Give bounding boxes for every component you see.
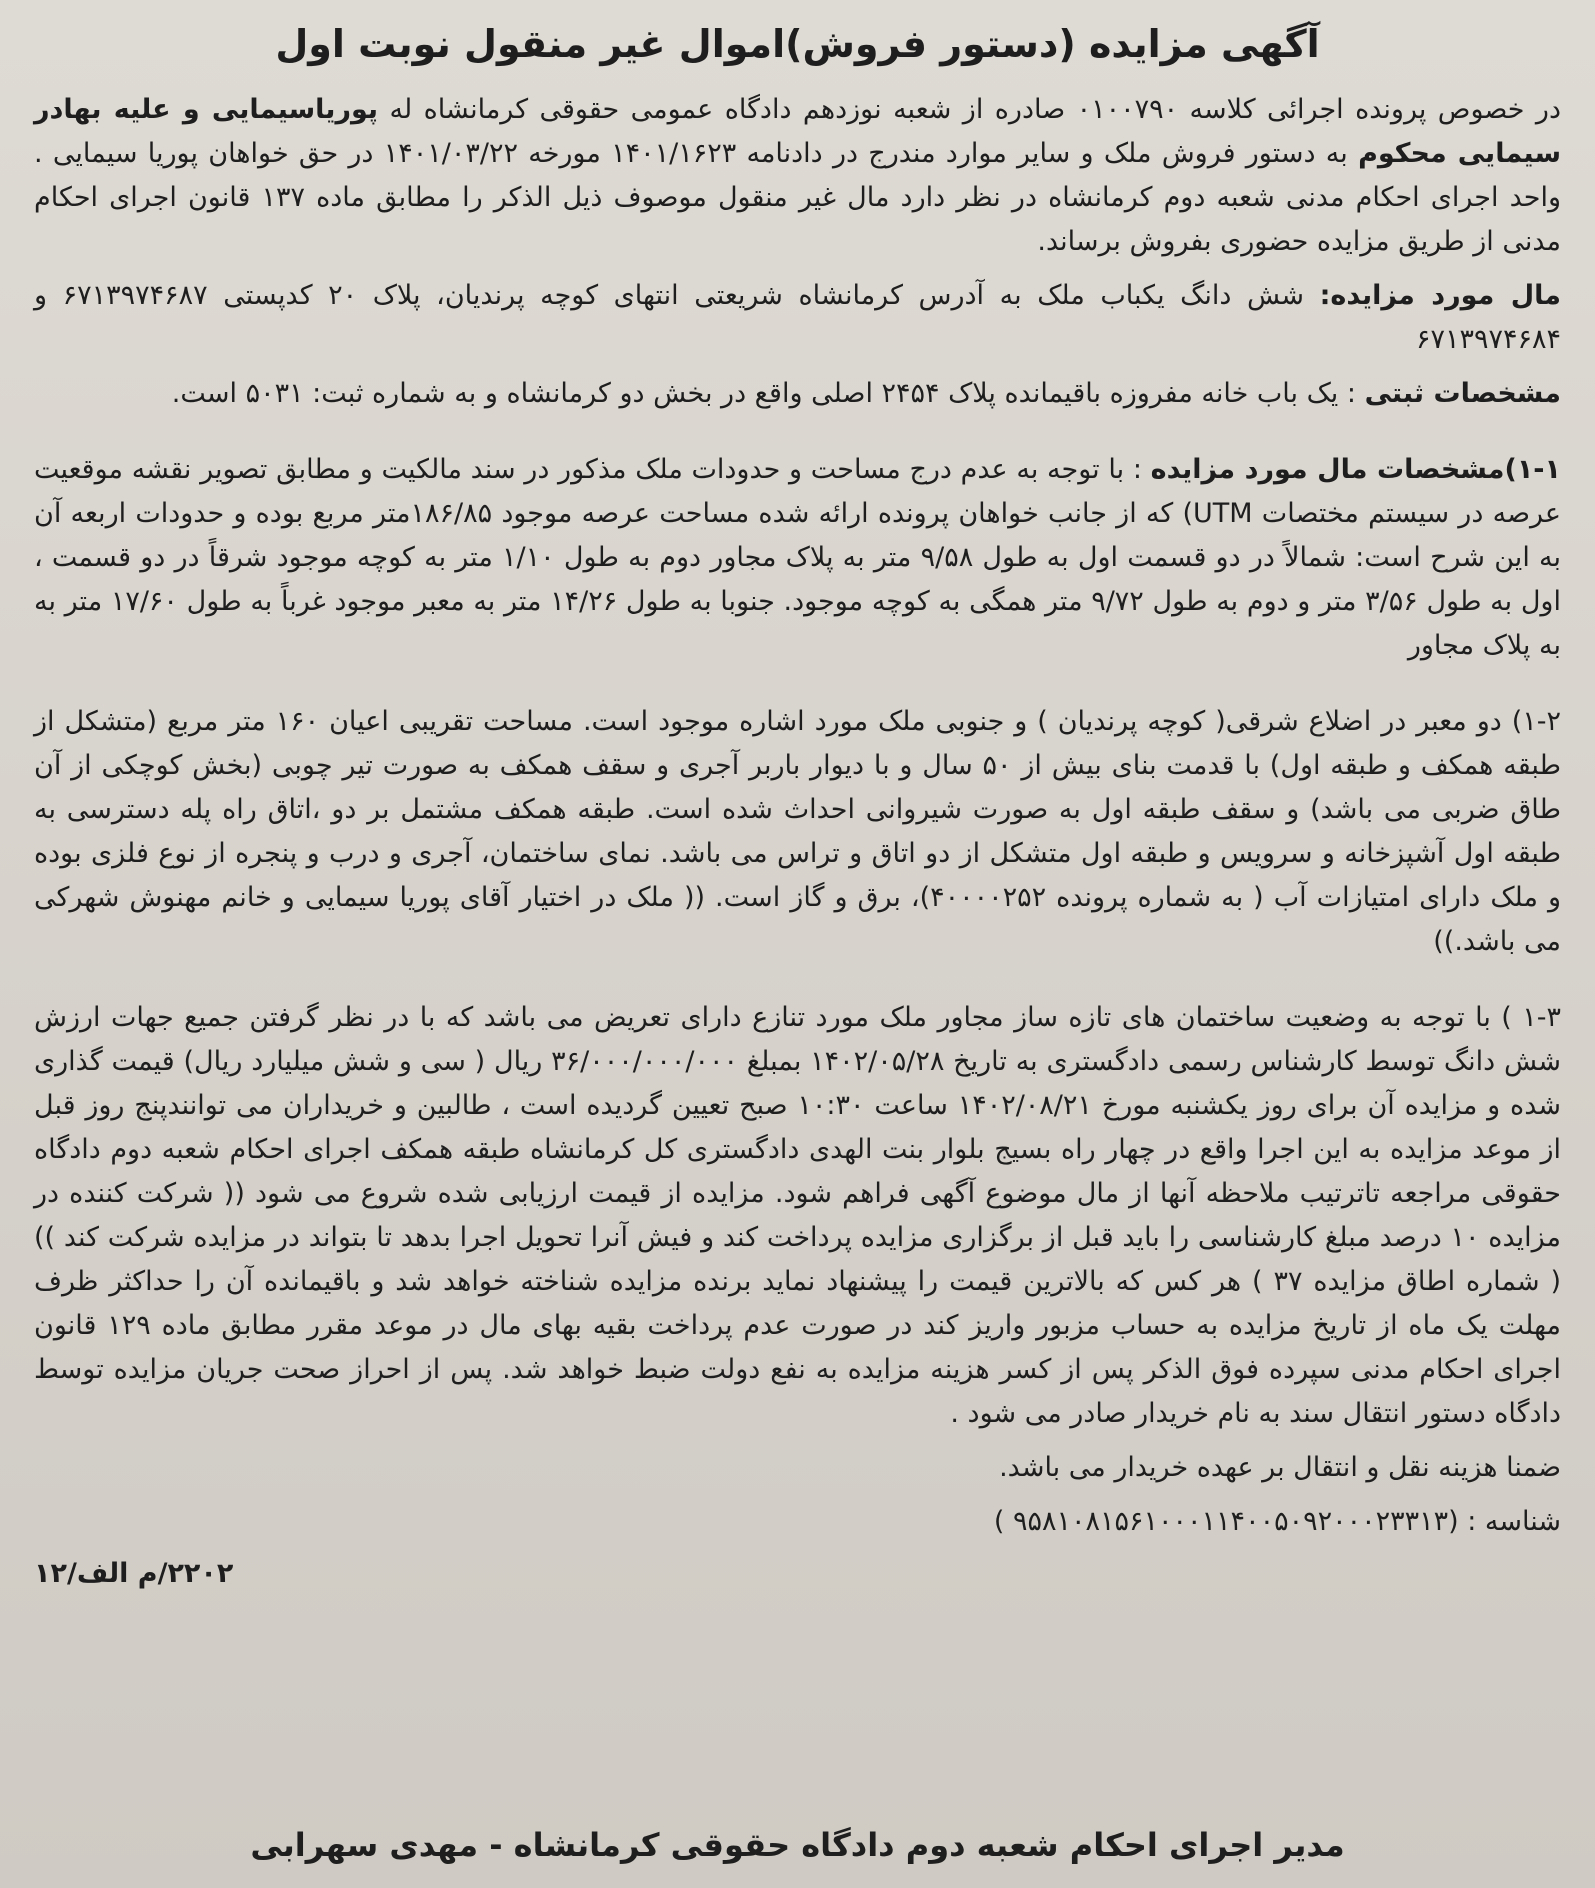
property-label: مال مورد مزایده: xyxy=(1319,280,1562,311)
intro-paragraph xyxy=(34,88,1561,264)
section-2-paragraph: ۱-۲) دو معبر در اضلاع شرقی( کوچه پرندیان ) و جنوبی ملک مورد اشاره موجود است. مساحت تقریبی اعیان ۱۶۰ متر مربع (متشکل از طبقه همکف و طبقه اول) با قدمت بنای بیش از ۵۰ سال و با دیوار باربر آجری و سقف همکف به صورت تیر چوبی (بخش کوچکی از آن طاق ضربی می باشد) و سقف طبقه اول به صورت شیروانی احداث شده است. طبقه همکف مشتمل بر دو ،اتاق راه پله دسترسی به طبقه اول آشپزخانه و سرویس و طبقه اول متشکل از دو اتاق و تراس می باشد. نمای ساختمان، آجری و درب و پنجره از نوع فلزی بوده و ملک دارای امتیازات آب ( به شماره پرونده ۴۰۰۰۰۲۵۲)، برق و گاز است. (( ملک در اختیار آقای پوریا سیمایی و خانم مهنوش شهرکی می باشد.)) xyxy=(34,706,1561,957)
section-1-paragraph xyxy=(34,448,1561,668)
reference-number: ۲۲۰۲/م الف/۱۲ xyxy=(34,1558,234,1589)
property-paragraph xyxy=(34,274,1561,362)
costs-note: ضمنا هزینه نقل و انتقال بر عهده خریدار می باشد. xyxy=(999,1452,1561,1483)
registration-label: مشخصات ثبتی xyxy=(1364,378,1561,409)
registration-text: : یک باب خانه مفروزه باقیمانده پلاک ۲۴۵۴ اصلی واقع در بخش دو کرمانشاه و به شماره ثبت: ۵۰۳۱ است. xyxy=(171,378,1365,409)
notice-title: آگهی مزایده (دستور فروش)اموال غیر منقول نوبت اول xyxy=(275,22,1320,66)
intro-text-2: به دستور فروش ملک و سایر موارد مندرج در دادنامه ۱۴۰۱/۱۶۲۳ مورخه ۱۴۰۱/۰۳/۲۲ در حق خواهان پوریا سیمایی . واحد اجرای احکام مدنی شعبه دوم کرمانشاه در نظر دارد مال غیر منقول موصوف ذیل الذکر را مطابق ماده ۱۳۷ قانون اجرای احکام مدنی از طریق مزایده حضوری بفروش برساند. xyxy=(34,138,1561,257)
auction-notice xyxy=(34,14,1561,1874)
property-text: شش دانگ یکباب ملک به آدرس کرمانشاه شریعتی انتهای کوچه پرندیان، پلاک ۲۰ کدپستی ۶۷۱۳۹۷۴۶۸۷ و ۶۷۱۳۹۷۴۶۸۴ xyxy=(34,280,1561,355)
section-3-paragraph: ۱-۳ ) با توجه به وضعیت ساختمان های تازه ساز مجاور ملک مورد تنازع دارای تعریض می باشد که با در نظر گرفتن جمیع جهات ارزش شش دانگ توسط کارشناس رسمی دادگستری به تاریخ ۱۴۰۲/۰۵/۲۸ بمبلغ ۳۶/۰۰۰/۰۰۰/۰۰۰ ریال ( سی و شش میلیارد ریال) قیمت گذاری شده و مزایده آن برای روز یکشنبه مورخ ۱۴۰۲/۰۸/۲۱ ساعت ۱۰:۳۰ صبح تعیین گردیده است ، طالبین و خریداران می توانندپنج روز قبل از موعد مزایده به این اجرا واقع در چهار راه بسیج بلوار بنت الهدی دادگستری کل کرمانشاه طبقه همکف اجرای احکام شعبه دوم دادگاه حقوقی مراجعه تاترتیب ملاحظه آنها از مال موضوع آگهی فراهم شود. مزایده از قیمت ارزیابی شده شروع می شود (( شرکت کننده در مزایده ۱۰ درصد مبلغ کارشناسی را باید قبل از برگزاری مزایده پرداخت کند و فیش آنرا تحویل اجرا بدهد تا بتواند در مزایده شرکت کند )) ( شماره اطاق مزایده ۳۷ ) هر کس که بالاترین قیمت را پیشنهاد نماید برنده مزایده شناخته خواهد شد و باقیمانده آن را حداکثر ظرف مهلت یک ماه از تاریخ مزایده به حساب مزبور واریز کند در صورت عدم پرداخت بقیه بهای مال در موعد مقرر مطابق ماده ۱۲۹ قانون اجرای احکام مدنی سپرده فوق الذکر پس از کسر هزینه مزایده به نفع دولت ضبط خواهد شد. پس از احراز صحت جریان مزایده توسط دادگاه دستور انتقال سند به نام خریدار صادر می شود . xyxy=(34,1002,1562,1429)
signature-line: مدیر اجرای احکام شعبه دوم دادگاه حقوقی کرمانشاه - مهدی سهرابی xyxy=(250,1826,1345,1864)
section-1-text: : با توجه به عدم درج مساحت و حدودات ملک مذکور در سند مالکیت و مطابق تصویر نقشه موقعیت عرصه در سیستم مختصات UTM) که از جانب خواهان پرونده ارائه شده مساحت عرصه موجود ۱۸۶/۸۵متر مربع بوده و حدودات اربعه آن به این شرح است: شمالاً در دو قسمت اول به طول ۹/۵۸ متر به پلاک مجاور دوم به طول ۱/۱۰ متر به کوچه موجود شرقاً در دو قسمت ، اول به طول ۳/۵۶ متر و دوم به طول ۹/۷۲ متر همگی به کوچه موجود. جنوبا به طول ۱۴/۲۶ متر به معبر موجود غرباً به طول ۱۷/۶۰ متر به به پلاک مجاور xyxy=(34,454,1562,661)
intro-parties: پوریاسیمایی و علیه بهادر سیمایی محکوم xyxy=(34,94,1562,169)
registration-paragraph xyxy=(34,372,1561,416)
identifier: شناسه : (۹۵۸۱۰۸۱۵۶۱۰۰۰۱۱۴۰۰۵۰۹۲۰۰۰۲۳۳۱۳ ) xyxy=(993,1506,1561,1537)
section-1-label: ۱-۱)مشخصات مال مورد مزایده xyxy=(1150,454,1561,485)
intro-text-1: در خصوص پرونده اجرائی کلاسه ۰۱۰۰۷۹۰ صادره از شعبه نوزدهم دادگاه عمومی حقوقی کرمانشاه له xyxy=(378,94,1561,125)
